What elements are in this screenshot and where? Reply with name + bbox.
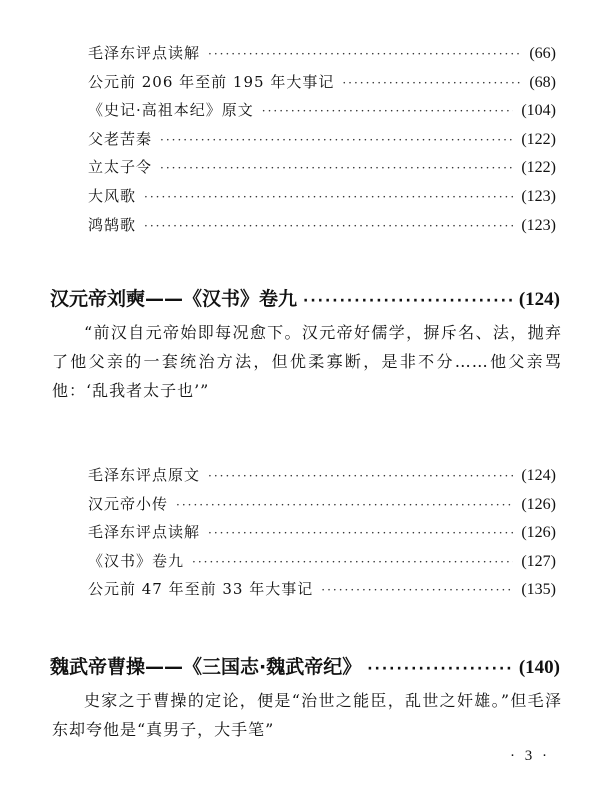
dot-leader <box>262 104 514 118</box>
page-number: · 3 · <box>510 748 550 764</box>
toc-entry[interactable] <box>88 521 556 550</box>
dot-leader <box>321 583 513 597</box>
toc-entry-title: 父老苦秦 <box>88 129 153 148</box>
dot-leader <box>192 555 513 569</box>
toc-entry-title: 立太子令 <box>88 158 153 177</box>
toc-entry-page: (122) <box>521 159 556 177</box>
toc-entry[interactable] <box>88 550 556 579</box>
dot-leader <box>144 219 513 233</box>
toc-entry[interactable] <box>88 464 556 493</box>
dot-leader <box>160 133 513 147</box>
toc-entry-title: 大风歌 <box>88 186 137 205</box>
toc-entry[interactable] <box>88 128 556 157</box>
dot-leader <box>367 661 513 677</box>
toc-entry[interactable] <box>88 214 556 243</box>
toc-entry-page: (127) <box>521 552 556 570</box>
toc-entry-title: 鸿鹄歌 <box>88 215 137 234</box>
toc-entry-page: (123) <box>521 216 556 234</box>
dot-leader <box>303 293 513 309</box>
toc-entry[interactable] <box>88 493 556 522</box>
toc-entry-title: 汉元帝小传 <box>88 494 169 513</box>
toc-entry-title: 公元前 206 年至前 195 年大事记 <box>88 72 335 91</box>
toc-entry[interactable] <box>88 156 556 185</box>
dot-leader <box>342 76 521 90</box>
toc-entry-title: 毛泽东评点原文 <box>88 466 201 484</box>
dot-leader <box>144 190 513 204</box>
toc-list-top <box>88 42 556 242</box>
toc-entry-page: (126) <box>521 495 556 513</box>
toc-list-han <box>88 464 556 607</box>
toc-entry-title: 毛泽东评点读解 <box>88 44 201 62</box>
dot-leader <box>208 526 513 540</box>
section-heading-han[interactable] <box>50 284 560 311</box>
toc-entry-page: (123) <box>521 187 556 205</box>
dot-leader <box>208 47 521 61</box>
section-heading-page: (124) <box>518 289 560 310</box>
toc-entry[interactable] <box>88 71 556 100</box>
toc-entry-title: 《史记·高祖本纪》原文 <box>88 101 254 120</box>
toc-entry-page: (66) <box>529 45 556 62</box>
dot-leader <box>160 161 513 175</box>
dot-leader <box>176 498 513 512</box>
dot-leader <box>208 469 513 483</box>
toc-entry-title: 《汉书》卷九 <box>88 551 185 570</box>
toc-entry[interactable] <box>88 578 556 607</box>
section-heading-title: 汉元帝刘奭——《汉书》卷九 <box>50 288 298 310</box>
section-heading-wei[interactable] <box>50 652 560 679</box>
section-summary-wei: 史家之于曹操的定论，便是“治世之能臣，乱世之奸雄。”但毛泽东却夸他是“真男子，大手笔” <box>52 691 562 739</box>
toc-entry[interactable] <box>88 42 556 71</box>
toc-entry[interactable] <box>88 185 556 214</box>
toc-entry-page: (135) <box>521 581 556 599</box>
toc-entry-title: 毛泽东评点读解 <box>88 523 201 542</box>
toc-entry-page: (124) <box>521 467 556 484</box>
toc-entry-page: (68) <box>529 73 556 91</box>
section-heading-page: (140) <box>518 657 560 678</box>
toc-entry[interactable] <box>88 99 556 128</box>
toc-entry-page: (126) <box>521 524 556 542</box>
toc-entry-title: 公元前 47 年至前 33 年大事记 <box>88 580 314 599</box>
toc-entry-page: (122) <box>521 130 556 148</box>
toc-entry-page: (104) <box>521 102 556 120</box>
section-heading-title: 魏武帝曹操——《三国志·魏武帝纪》 <box>50 656 362 678</box>
section-summary-han: “前汉自元帝始即每况愈下。汉元帝好儒学，摒斥名、法，抛弃了他父亲的一套统治方法，但优柔寡断，是非不分……他父亲骂他：‘乱我者太子也’” <box>52 323 562 400</box>
